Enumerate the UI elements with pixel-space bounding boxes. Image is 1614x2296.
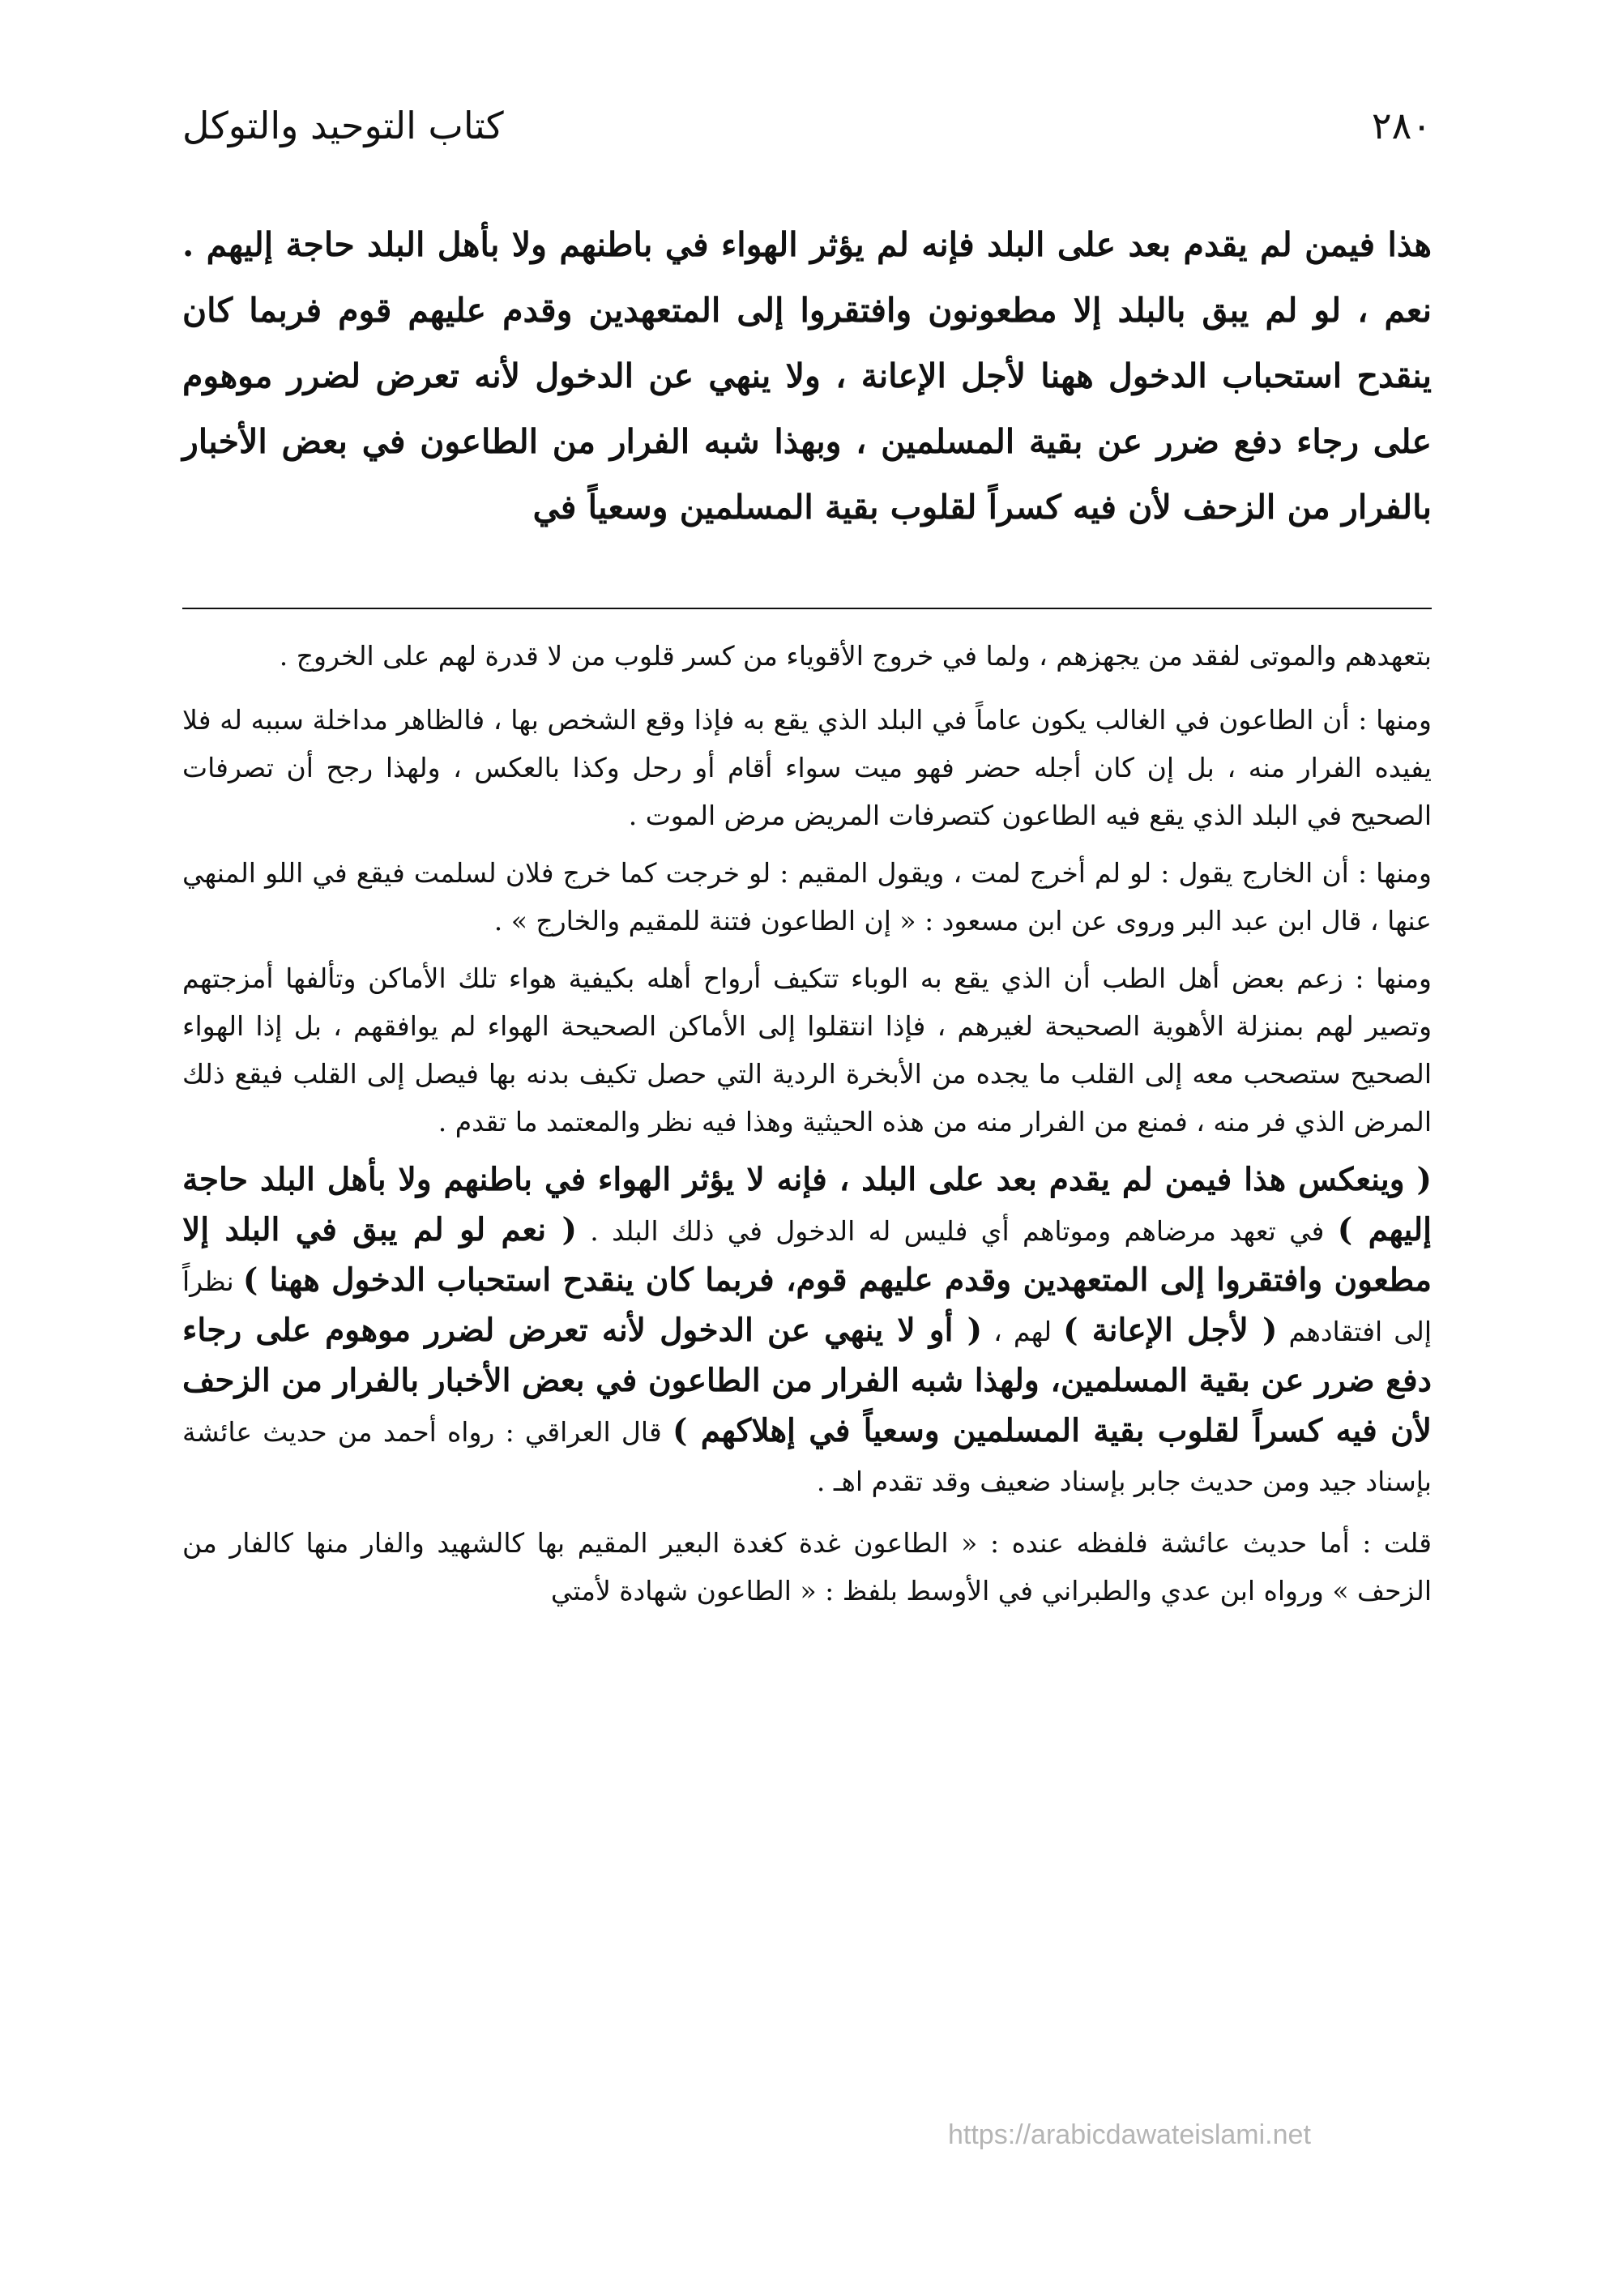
quoted-text: ( نعم لو لم يبق في البلد إلا مطعون وافتقروا إلى المتعهدين وقدم عليهم قوم، فربما كان ينقدح استحباب الدخول ههنا ) <box>182 1211 1432 1299</box>
commentary-paragraph: ومنها : زعم بعض أهل الطب أن الذي يقع به الوباء تتكيف أرواح أهله بكيفية هواء تلك الأماكن وتألفها أمزجتهم وتصير لهم بمنزلة الأهوية الصحيحة لغيرهم ، فإذا انتقلوا إلى الأماكن الصحيحة الهواء لم يوافقهم ، بل إذا الهواء الصحيح ستصحب معه إلى القلب ما يجده من الأبخرة الردية التي حصل تكيف بدنه بها فيصل إلى القلب فيقع ذلك المرض الذي فر منه ، فمنع من الفرار منه من هذه الحيثية وهذا فيه نظر والمعتمد ما تقدم . <box>182 962 1432 1137</box>
quoted-text: ( وينعكس هذا فيمن لم يقدم بعد على البلد ، فإنه لا يؤثر الهواء في باطنهم ولا بأهل البلد حاجة إليهم ) <box>182 1161 1433 1248</box>
main-text: هذا فيمن لم يقدم بعد على البلد فإنه لم يؤثر الهواء في باطنهم ولا بأهل البلد حاجة إليهم . نعم ، لو لم يبق بالبلد إلا مطعونون وافتقروا إلى المتعهدين وقدم عليهم قوم فربما كان ينقدح استحباب الدخول ههنا لأجل الإعانة ، ولا ينهي عن الدخول لأنه تعرض لضرر موهوم على رجاء دفع ضرر عن بقية المسلمين ، وبهذا شبه الفرار من الطاعون في بعض الأخبار بالفرار من الزحف لأن فيه كسراً لقلوب بقية المسلمين وسعياً في <box>182 225 1432 527</box>
commentary-paragraph: ومنها : أن الخارج يقول : لو لم أخرج لمت ، ويقول المقيم : لو خرجت كما خرج فلان لسلمت فيقع في اللو المنهي عنها ، قال ابن عبد البر وروى عن ابن مسعود : « إن الطاعون فتنة للمقيم والخارج » . <box>182 857 1432 937</box>
commentary <box>182 632 1432 1624</box>
commentary-paragraph: بتعهدهم والموتى لفقد من يجهزهم ، ولما في خروج الأقوياء من كسر قلوب من لا قدرة لهم على الخروج . <box>279 640 1432 672</box>
page-number: ٢٨٠ <box>1371 104 1432 147</box>
footnote-divider <box>182 608 1432 609</box>
explanation-text: لهم ، <box>982 1316 1064 1347</box>
quoted-text: ( أو لا ينهي عن الدخول لأنه تعرض لضرر موهوم على رجاء دفع ضرر عن بقية المسلمين، ولهذا شبه الفرار من الطاعون في بعض الأخبار بالفرار من الزحف لأن فيه كسراً لقلوب بقية المسلمين وسعياً في إهلاكهم ) <box>182 1312 1433 1449</box>
watermark-url: https://arabicdawateislami.net <box>948 2119 1311 2150</box>
quoted-text: ( لأجل الإعانة ) <box>1063 1312 1278 1349</box>
page-header <box>182 104 1432 169</box>
explanation-text: في تعهد مرضاهم وموتاهم أي فليس له الدخول في ذلك البلد . <box>576 1215 1338 1247</box>
explanation-text: قال العراقي : رواه أحمد من حديث عائشة بإسناد جيد ومن حديث جابر بإسناد ضعيف وقد تقدم اهـ . <box>182 1416 1432 1497</box>
commentary-paragraph: ومنها : أن الطاعون في الغالب يكون عاماً في البلد الذي يقع به فإذا وقع الشخص بها ، فالظاهر مداخلة سببه له فلا يفيده الفرار منه ، بل إن كان أجله حضر فهو ميت سواء أقام أو رحل وكذا بالعكس ، ولهذا رجح أن تصرفات الصحيح في البلد الذي يقع فيه الطاعون كتصرفات المريض مرض الموت . <box>182 704 1432 831</box>
quoted-commentary <box>182 1155 1432 1506</box>
explanation-text: نظراً إلى افتقادهم <box>182 1265 1432 1347</box>
commentary-paragraph: قلت : أما حديث عائشة فلفظه عنده : « الطاعون غدة كغدة البعير المقيم بها كالشهيد والفار منها كالفار من الزحف » ورواه ابن عدي والطبراني في الأوسط بلفظ : « الطاعون شهادة لأمتي <box>182 1527 1432 1607</box>
book-title: كتاب التوحيد والتوكل <box>182 104 504 147</box>
